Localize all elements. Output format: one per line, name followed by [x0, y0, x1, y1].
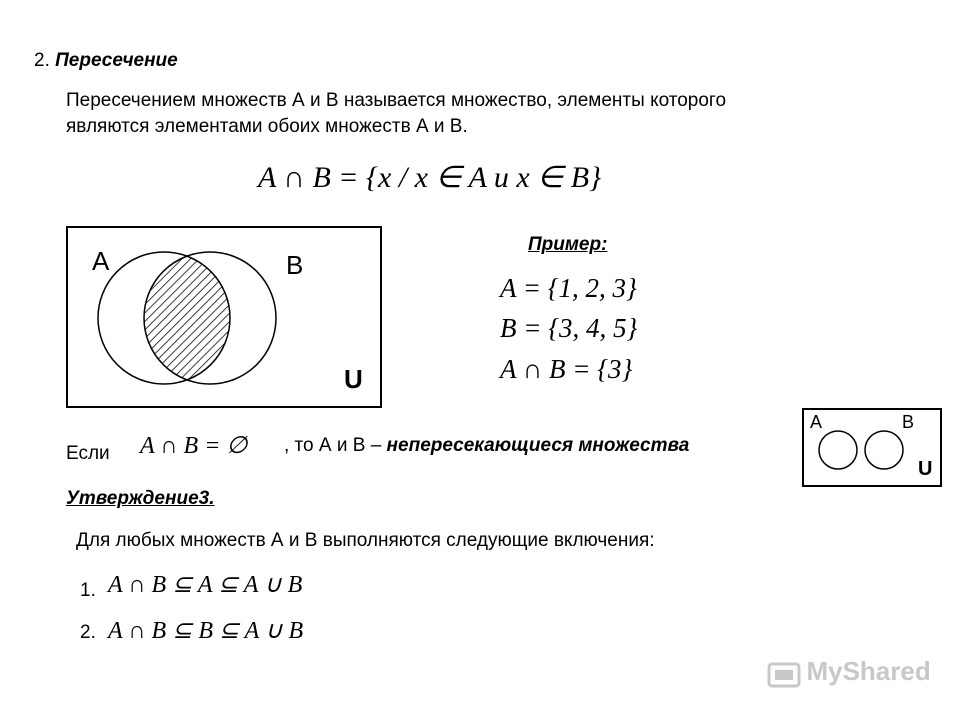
definition-line-2: являются элементами обоих множеств А и В.: [66, 116, 468, 137]
watermark-icon: [766, 659, 802, 693]
venn-disjoint-label-a: A: [810, 412, 823, 432]
example-title: Пример:: [528, 234, 608, 255]
watermark: [766, 656, 931, 693]
venn-diagram-disjoint: [802, 408, 942, 487]
circle-a-disjoint: [819, 431, 857, 469]
section-title: Пересечение: [55, 50, 178, 71]
statement-title: Утверждение3.: [66, 488, 215, 509]
item-1-number: 1.: [80, 580, 96, 601]
intersection-formula: A ∩ B = {x / x ∈ A u x ∈ B}: [258, 161, 602, 194]
venn-diagram-svg: [68, 228, 380, 406]
definition-line-1: Пересечением множеств А и В называется множество, элементы которого: [66, 90, 727, 111]
example-line-2: B = {3, 4, 5}: [500, 313, 638, 343]
definition-text: [66, 88, 926, 140]
item-1-formula: A ∩ B ⊆ A ⊆ A ∪ B: [108, 572, 303, 598]
item-2-formula: A ∩ B ⊆ B ⊆ A ∪ B: [108, 618, 304, 644]
example-line-1: A = {1, 2, 3}: [500, 273, 637, 303]
if-word: Если: [66, 443, 110, 464]
section-number: 2.: [34, 50, 50, 71]
watermark-text: MyShared: [806, 656, 931, 686]
disjoint-emphasis: непересекающиеся множества: [386, 435, 690, 456]
venn-label-b: B: [286, 250, 304, 280]
disjoint-then-text: , то А и В –: [284, 435, 387, 456]
venn-label-u: U: [344, 364, 363, 394]
example-line-3: A ∩ B = {3}: [500, 354, 633, 384]
statement-text: Для любых множеств А и В выполняются следующие включения:: [76, 530, 655, 551]
disjoint-sentence: [284, 433, 689, 459]
empty-intersection-formula: A ∩ B = ∅: [140, 433, 248, 459]
section-heading: [34, 50, 178, 72]
item-2-number: 2.: [80, 622, 96, 643]
venn-disjoint-label-u: U: [918, 458, 933, 480]
venn-disjoint-label-b: B: [902, 412, 915, 432]
circle-b-disjoint: [865, 431, 903, 469]
venn-label-a: A: [92, 246, 110, 276]
venn-diagram-main: [66, 226, 382, 408]
